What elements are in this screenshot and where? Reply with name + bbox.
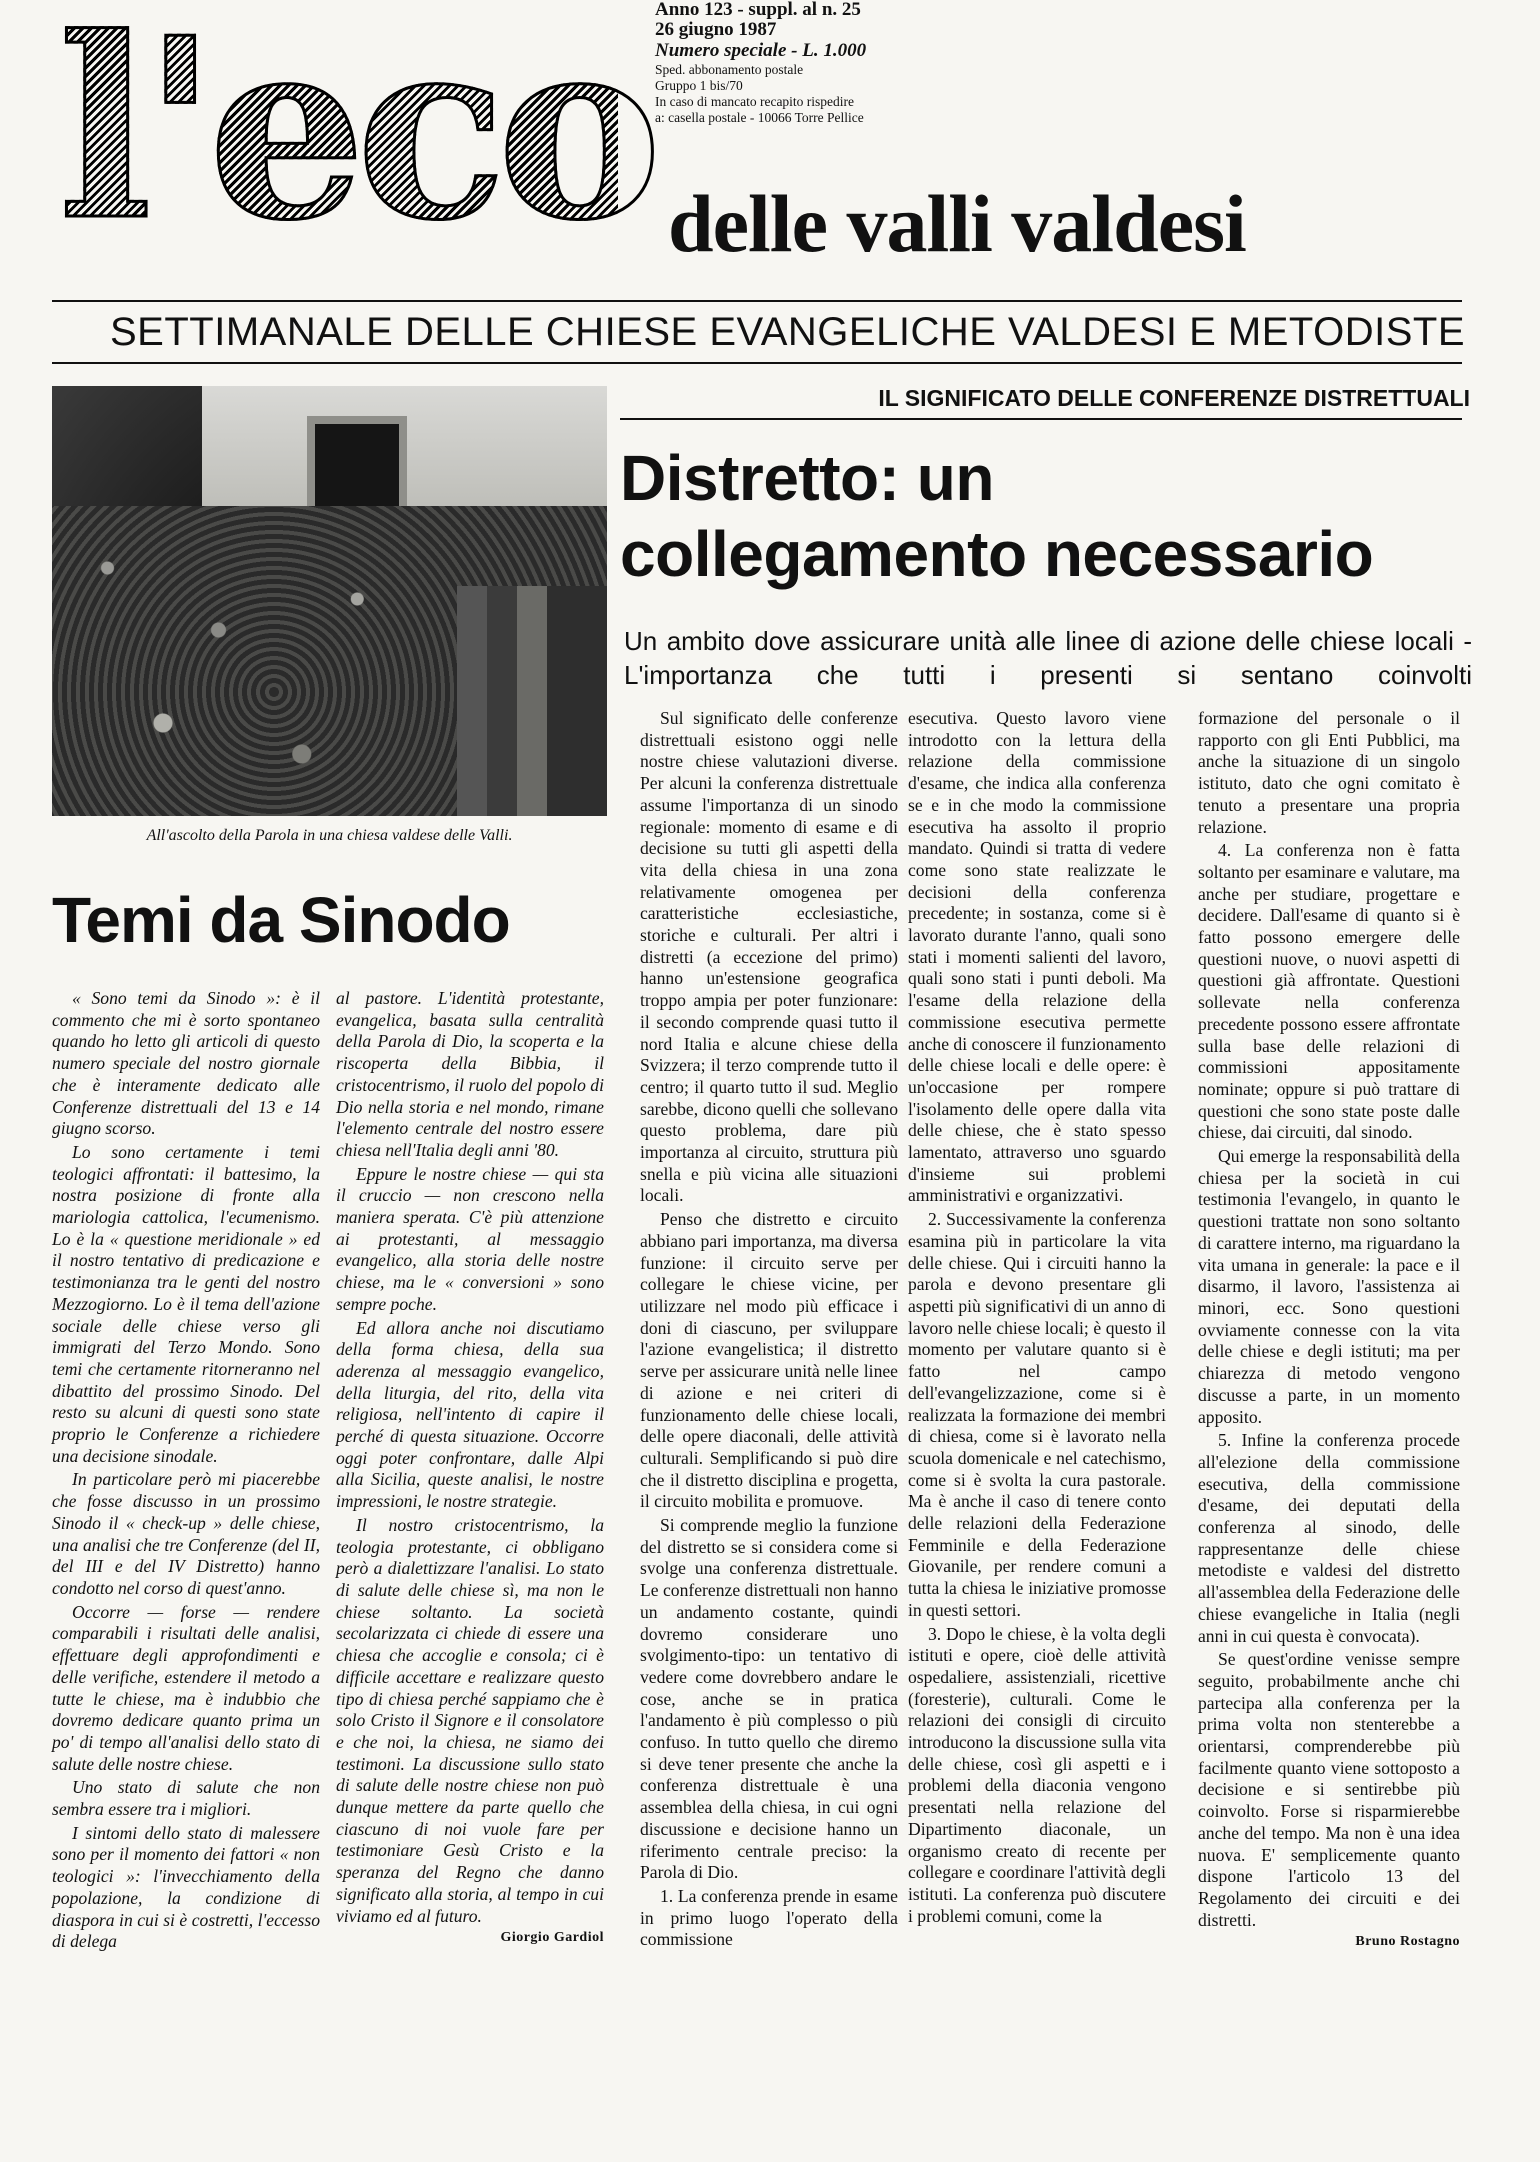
main-headline-line2: collegamento necessario bbox=[620, 518, 1374, 590]
main-column-2 bbox=[908, 708, 1166, 1927]
side-paragraph: I sintomi dello stato di malessere sono per il momento dei fattori « non teologici »: l'invecchiamento della popolazione, la condizione di diaspora in cui si è costretti, l'eccesso di delega bbox=[52, 1822, 320, 1952]
issue-postal-1: Sped. abbonamento postale bbox=[655, 62, 804, 77]
issue-postal-4: a: casella postale - 10066 Torre Pellice bbox=[655, 110, 864, 125]
main-paragraph: Sul significato delle conferenze distrettuali esistono oggi nelle nostre chiese valutazioni diverse. Per alcuni la conferenza distrettuale assume l'importanza di un sinodo regionale: momento di esame e di decisione su tutti gli aspetti della vita della chiesa in una zona relativamente omogenea per caratteristiche ecclesiastiche, storiche e culturali. Per altri i distretti (a eccezione del primo) hanno un'estensione geografica troppo ampia per poter funzionare: il secondo comprende quasi tutto il nord Italia e alcune chiese della Svizzera; il terzo comprende tutto il centro; il quarto tutto il sud. Meglio sarebbe, dicono quelli che sollevano questo problema, dare più importanza al circuito, struttura più snella e più vicina alle situazioni locali. bbox=[640, 708, 898, 1206]
kicker-rule bbox=[620, 418, 1462, 420]
issue-info bbox=[655, 0, 935, 126]
issue-number: Anno 123 - suppl. al n. 25 bbox=[655, 0, 861, 20]
side-paragraph: Ed allora anche noi discutiamo della forma chiesa, della sua aderenza al messaggio evangelico, della liturgia, del rito, della vita religiosa, nell'intento di capire il perché di questa situazione. Occorre oggi poter confrontare, dalle Alpi alla Sicilia, queste analisi, le nostre impressioni, le nostre strategie. bbox=[336, 1317, 604, 1512]
main-column-1 bbox=[640, 708, 898, 1951]
issue-date: 26 giugno 1987 bbox=[655, 19, 777, 40]
main-headline bbox=[620, 440, 1480, 592]
church-photo bbox=[52, 386, 607, 816]
main-paragraph: 5. Infine la conferenza procede all'elezione della commissione esecutiva, della commissione d'esame, dei deputati della conferenza al sinodo, delle rappresentanze delle chiese metodiste e valdesi del distretto all'assemblea della Federazione delle chiese evangeliche in Italia (negli anni in cui questa è convocata). bbox=[1198, 1430, 1460, 1646]
main-paragraph: Si comprende meglio la funzione del distretto se si considera come si svolge una conferenza distrettuale. Le conferenze distrettuali non hanno un andamento costante, quindi dovremo considerare uno svolgimento-tipo: un tentativo di vedere come dovrebbero andare le cose, anche se in pratica l'andamento è più complesso o più confuso. In tutto quello che diremo si deve tener presente che anche la conferenza distrettuale è una assemblea della chiesa, in cui ogni discussione e decisione hanno un riferimento centrale preciso: la Parola di Dio. bbox=[640, 1515, 898, 1883]
main-paragraph: 2. Successivamente la conferenza esamina più in particolare la vita delle chiese. Qui i circuiti hanno la parola e devono presentare gli aspetti più significativi di un anno di lavoro nelle chiese locali; è questo il momento per valutare quanto si è fatto nel campo dell'evangelizzazione, come si è realizzata la formazione dei membri di chiesa, come si è lavorato nella scuola domenicale e nel catechismo, come si è svolta la cura pastorale. Ma è anche il caso di tenere conto delle relazioni della Federazione Femminile e della Federazione Giovanile, per rendere comuni a tutta la chiesa le iniziative promosse in questi settori. bbox=[908, 1209, 1167, 1620]
issue-price: Numero speciale - L. 1.000 bbox=[655, 40, 867, 61]
masthead-rule-bottom bbox=[52, 362, 1462, 364]
main-paragraph: Se quest'ordine venisse sempre seguito, probabilmente anche chi partecipa alla conferenza per la prima volta non stenterebbe a orientarsi, comprenderebbe più facilmente quanto viene sottoposto a decisione e si sentirebbe più coinvolto. Forse si risparmierebbe anche del tempo. Ma non è una idea nuova. E' semplicemente quanto dispone l'articolo 13 del Regolamento dei circuiti e dei distretti. bbox=[1198, 1649, 1460, 1930]
photo-pews bbox=[457, 586, 607, 816]
main-subhead: Un ambito dove assicurare unità alle linee di azione delle chiese locali - L'importanza che tutti i presenti si sentano coinvolti bbox=[624, 626, 1472, 690]
side-paragraph: Eppure le nostre chiese — qui sta il cruccio — non crescono nella maniera sperata. C'è più attenzione ai protestanti, al messaggio evangelico, alla storia delle nostre chiese, ma le « conversioni » sono sempre poche. bbox=[336, 1163, 604, 1314]
masthead-logo: l'eco bbox=[58, 0, 618, 300]
masthead-rule-top bbox=[52, 300, 1462, 302]
side-signature: Giorgio Gardiol bbox=[500, 1930, 604, 1946]
main-paragraph: Qui emerge la responsabilità della chiesa per la società in cui testimonia l'evangelo, in quanto le questioni trattate non sono soltanto di carattere interno, ma riguardano la vita umana in generale: la pace e il disarmo, il lavoro, l'assistenza ai minori, ecc. Sono questioni ovviamente connesse con la vita delle chiese e degli istituti; ma per chiarezza di metodo vengono discusse a parte, in un momento apposito. bbox=[1198, 1146, 1460, 1427]
main-paragraph: esecutiva. Questo lavoro viene introdotto con la lettura della relazione della commissione d'esame, che indica alla conferenza se e in che modo la commissione esecutiva ha assolto il proprio mandato. Quindi si tratta di vedere come sono state realizzate le decisioni della conferenza precedente; in sostanza, come si è lavorato durante l'anno, quali sono stati i momenti salienti del lavoro, quali sono stati i punti deboli. Ma l'esame della relazione della commissione esecutiva permette anche di conoscere il funzionamento delle chiese locali e delle opere: è un'occasione per rompere l'isolamento delle opere dalla vita delle chiese, che è stato spesso lamentato, attraverso uno sguardo d'insieme sui problemi amministrativi e organizzativi. bbox=[908, 708, 1166, 1206]
side-paragraph: Occorre — forse — rendere comparabili i risultati delle analisi, effettuare degli approfondimenti e delle verifiche, estendere il metodo a tutte le chiese, ma è indubbio che dovremo dedicare quanto prima un po' di tempo all'analisi dello stato di salute delle nostre chiese. bbox=[52, 1601, 320, 1774]
main-paragraph: formazione del personale o il rapporto con gli Enti Pubblici, ma anche la situazione di un singolo istituto, dato che ogni comitato è tenuto a presentare una propria relazione. bbox=[1198, 708, 1460, 837]
side-paragraph: Uno stato di salute che non sembra essere tra i migliori. bbox=[52, 1777, 320, 1820]
issue-postal-3: In caso di mancato recapito rispedire bbox=[655, 94, 855, 109]
side-paragraph: al pastore. L'identità protestante, evangelica, basata sulla centralità della Parola di Dio, la scoperta e la riscoperta della Bibbia, il cristocentrismo, il ruolo del popolo di Dio nella storia e nel mondo, rimane l'elemento centrale del nostro essere chiesa nell'Italia degli anni '80. bbox=[336, 988, 604, 1160]
main-kicker: IL SIGNIFICATO DELLE CONFERENZE DISTRETTUALI bbox=[878, 385, 1470, 411]
main-signature: Bruno Rostagno bbox=[1355, 1934, 1460, 1950]
main-column-3 bbox=[1198, 708, 1460, 1953]
main-headline-line1: Distretto: un bbox=[620, 442, 994, 514]
photo-caption: All'ascolto della Parola in una chiesa valdese delle Valli. bbox=[146, 827, 513, 844]
main-paragraph: Penso che distretto e circuito abbiano pari importanza, ma diversa funzione: il circuito serve per collegare le chiese vicine, per utilizzare nel modo più efficace i doni di ciascuno, per sviluppare l'azione evangelistica; il distretto serve per assicurare unità nelle linee di azione e nei criteri di funzionamento delle chiese locali, delle opere diaconali, delle attività culturali. Semplificando si può dire che il distretto disciplina e progetta, il circuito mobilita e promuove. bbox=[640, 1209, 898, 1512]
side-column-1 bbox=[52, 988, 320, 1953]
side-paragraph: Lo sono certamente i temi teologici affrontati: il battesimo, la nostra posizione di fronte alla mariologia cattolica, l'ecumenismo. Lo è la « questione meridionale » ed il nostro tentativo di predicazione e testimonianza tra le genti del nostro Mezzogiorno. Lo è il tema dell'azione sociale delle chiese verso gli immigrati del Terzo Mondo. Sono temi che certamente ritorneranno nel dibattito del prossimo Sinodo. Del resto su alcuni di questi sono state proprio le Conferenze a richiedere una decisione sinodale. bbox=[52, 1141, 320, 1466]
issue-postal-2: Gruppo 1 bis/70 bbox=[655, 78, 743, 93]
side-paragraph: « Sono temi da Sinodo »: è il commento che mi è sorto spontaneo quando ho letto gli articoli di questo numero speciale del nostro giornale che è interamente dedicato alle Conferenze distrettuali del 13 e 14 giugno scorso. bbox=[52, 988, 320, 1139]
main-paragraph: 4. La conferenza non è fatta soltanto per esaminare e valutare, ma anche per studiare, progettare e decidere. Dall'esame di quanto si è fatto possono emergere delle questioni nuove, o nuovi aspetti di questioni già affrontate. Questioni sollevate nella conferenza precedente possono essere affrontate sulla base delle relazioni di commissioni appositamente nominate; oppure si può trattare di questioni che sono state poste dalle chiese, dai circuiti, dal sinodo. bbox=[1198, 840, 1460, 1143]
main-paragraph: 1. La conferenza prende in esame in primo luogo l'operato della commissione bbox=[640, 1885, 898, 1950]
side-column-2 bbox=[336, 988, 604, 1949]
masthead-subtitle: delle valli valdesi bbox=[668, 178, 1246, 269]
masthead-tagline: SETTIMANALE DELLE CHIESE EVANGELICHE VALDESI E METODISTE bbox=[110, 310, 1466, 354]
main-paragraph: 3. Dopo le chiese, è la volta degli istituti e opere, cioè delle attività ospedaliere, assistenziali, ricettive (foresterie), culturali. Come le relazioni dei consigli di circuito introducono la discussione sulla vita delle chiese, così gli aspetti e i problemi della diaconia vengono presentati nella relazione del Dipartimento diaconale, un organismo creato di recente per collegare e coordinare l'attività degli istituti. La conferenza può discutere i problemi comuni, come la bbox=[908, 1623, 1166, 1926]
side-paragraph: Il nostro cristocentrismo, la teologia protestante, ci obbligano però a dialettizzare l'analisi. Lo stato di salute delle chiese sì, ma non le chiese soltanto. La società secolarizzata ci chiede di essere una chiesa che accoglie e consola; ci è difficile accettare e realizzare questo tipo di chiesa perché sappiamo che è solo Cristo il Signore e il consolatore e che noi, la chiesa, ne siamo dei testimoni. La discussione sullo stato di salute delle nostre chiese non può dunque mettere da parte quello che ciascuno di noi vuole fare per testimoniare Gesù Cristo e la speranza del Regno che danno significato alla storia, al tempo in cui viviamo ed al futuro. bbox=[336, 1514, 604, 1926]
side-paragraph: In particolare però mi piacerebbe che fosse discusso in un prossimo Sinodo il « check-up » delle chiese, una analisi che tre Conferenze (del II, del III e del IV Distretto) hanno condotto nel corso di quest'anno. bbox=[52, 1469, 320, 1598]
side-headline: Temi da Sinodo bbox=[52, 884, 510, 956]
